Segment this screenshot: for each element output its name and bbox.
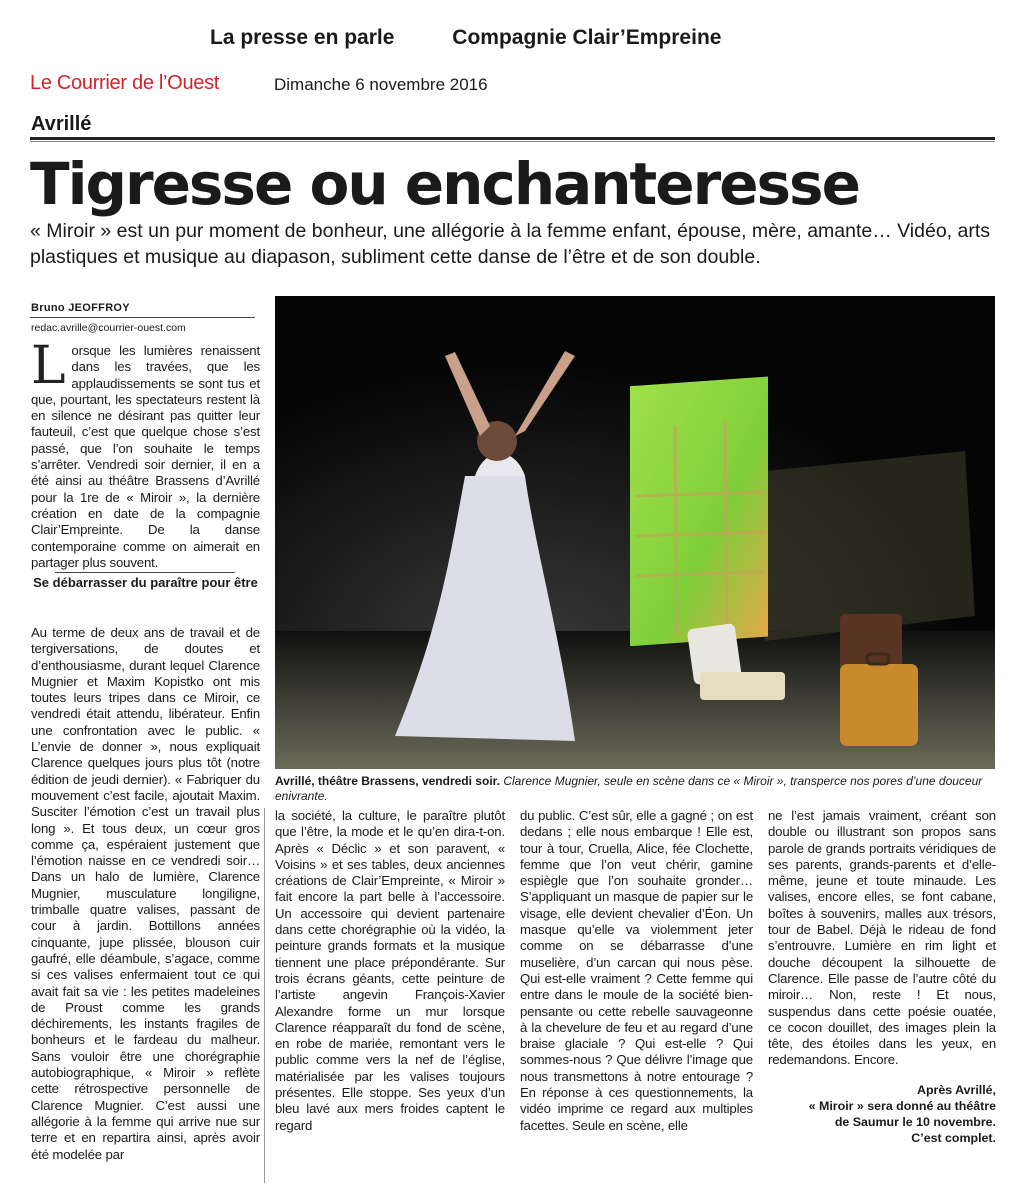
issue-date: Dimanche 6 novembre 2016 [274,75,488,94]
column-4-body: ne l’est jamais vraiment, créant son double ou illustrant son propos sans parole de grands portraits véridiques de ses parents, grands-parents et d’elle-même, jeune et toute minaude. Les valises, encore elles, se font cabane, boîtes à souvenirs, malles aux trésors, tour de Babel. Déjà le rideau de fond s’entrouvre. Lumière en rim light et douche découpent la silhouette de Clarence. Elle passe de l’autre côté du miroir… Non, reste ! Et nous, suspendus dans cette poésie ouatée, ce cocon douillet, des images plein la tête, des étoiles dans les yeux, en redemandons. Encore. [768,808,996,1068]
lead-paragraph [31,336,260,571]
byline-rule [30,317,255,318]
newspaper-name: Le Courrier de l’Ouest [30,72,220,94]
signoff-line: C’est complet. [911,1131,996,1145]
press-header [210,26,773,50]
author-email: redac.avrille@courrier-ouest.com [31,322,186,334]
section-rule [30,137,995,140]
column-3-body: du public. C’est sûr, elle a gagné ; on est dedans ; elle nous embarque ! Elle est, tour à tour, Cruella, Alice, fée Clochette, femme que l’on veut chérir, gamine espiègle que l’on souhaite gronder… S’appliquant un masque de papier sur le visage, elle devient chevalier d’Éon. Un masque qu’elle va violemment jeter comme on se débarrasse d’une muselière, d’un carcan qui nous pèse. Qui est-elle vraiment ? Cette femme qui entre dans le moule de la société bien-pensante ou cette rebelle sauvageonne à la chevelure de feu et au regard d’une braise glaciale ? Qui est-elle ? Qui sommes-nous ? Que délivre l’image que nous transmettons à notre entourage ? En réponse à ces questionnements, la vidéo imprime ce regard aux multiples facettes. Seule en scène, elle [520,808,753,1133]
drop-cap: L [31,336,66,396]
section-rule-thin [30,141,995,142]
caption-lead: Avrillé, théâtre Brassens, vendredi soir. [275,774,500,788]
lead-text: orsque les lumières renaissent dans les travées, que les applaudissements se sont tus et que, pourtant, les spectateurs restent là en silence ne désirant pas quitter leur fauteuil, c’est que quelque chose s’est passé, que l’on souhaite le temps s’arrêter. Vendredi soir dernier, il en a été ainsi au théâtre Brassens d’Avrillé pour la 1re de « Miroir », la dernière création en date de la compagnie Clair’Empreinte. De la danse contemporaine comme on aimerait en partager plus souvent. [31,343,260,570]
stage-photo [275,296,995,769]
column-1-body: Au terme de deux ans de travail et de tergiversations, de doutes et d’enthousiasme, durant lequel Clarence Mugnier et Maxim Kopistko ont mis toutes leurs tripes dans ce Miroir, ce vendredi était attendu, libérateur. Enfin une confrontation avec le public. « L’envie de donner », nous expliquait Clarence quelques jours plus tôt (notre édition de jeudi dernier). « Fabriquer du mouvement c’est facile, ajoutait Maxim. Susciter l’émotion c’est un travail plus long ». Et tous deux, un cœur gros comme ça, espéraient justement que l’émotion naisse en ce vendredi soir… Dans un halo de lumière, Clarence Mugnier, musculature longiligne, trimballe quatre valises, passant de cour à jardin. Bottillons années cinquante, jupe plissée, blouson cuir gaufré, elle déambule, s’agace, comme si ces valises enfermaient tout ce qui avait fait sa vie : les petites madeleines de Proust comme les grands déchirements, les instants fragiles de bonheurs et le fardeau du malheur. Sans vouloir être une chorégraphie autobiographique, « Miroir » reflète cette rétrospective personnelle de Clarence Mugnier. C’est aussi une allégorie à la femme qui arrive nue sur terre et en repartira ainsi, après avoir été modelée par [31,625,260,1162]
press-label: La presse en parle [210,26,395,49]
standfirst: « Miroir » est un pur moment de bonheur, une allégorie à la femme enfant, épouse, mère, amante… Vidéo, arts plastiques et musique au diapason, subliment cette danse de l’être et de son double. [30,220,991,268]
company-name: Compagnie Clair’Empreine [452,26,722,49]
signoff [768,1082,996,1146]
caption-text: Clarence Mugnier, seule en scène dans ce « Miroir », transperce nos pores d’une douceur enivrante. [275,774,983,803]
column-2-body: la société, la culture, le paraître plutôt que l’être, la mode et le qu’en dira-t-on. Après « Déclic » et son paravent, « Voisins » et ses tables, deux anciennes créations de Clair’Empreinte, « Miroir » fait encore la part belle à l’accessoire. Un accessoire qui devient partenaire dans cette chorégraphie où la vidéo, la peinture grands formats et la musique tiennent une place prépondérante. Sur trois écrans géants, cette peinture de l’artiste angevin François-Xavier Alexandre forme un mur lorsque Clarence réapparaît du fond de scène, en robe de mariée, remontant vers le public comme vers la nef de l’église, matérialisée par les valises toujours présentes. Elle stoppe. Ses yeux d’un bleu lavé aux mers froides captent le regard [275,808,505,1133]
column-divider [264,808,265,1183]
signoff-line: Après Avrillé, [917,1083,996,1097]
signoff-line: de Saumur le 10 novembre. [834,1115,996,1129]
signoff-line: « Miroir » sera donné au théâtre [808,1099,996,1113]
byline: Bruno JEOFFROY [31,302,130,314]
photo-caption [275,774,995,804]
headline: Tigresse ou enchanteresse [30,150,859,218]
stage-photo-illustration [275,296,995,769]
section-label: Avrillé [31,113,92,135]
subhead-rule [55,572,235,573]
subheading: Se débarrasser du paraître pour être [33,575,258,590]
